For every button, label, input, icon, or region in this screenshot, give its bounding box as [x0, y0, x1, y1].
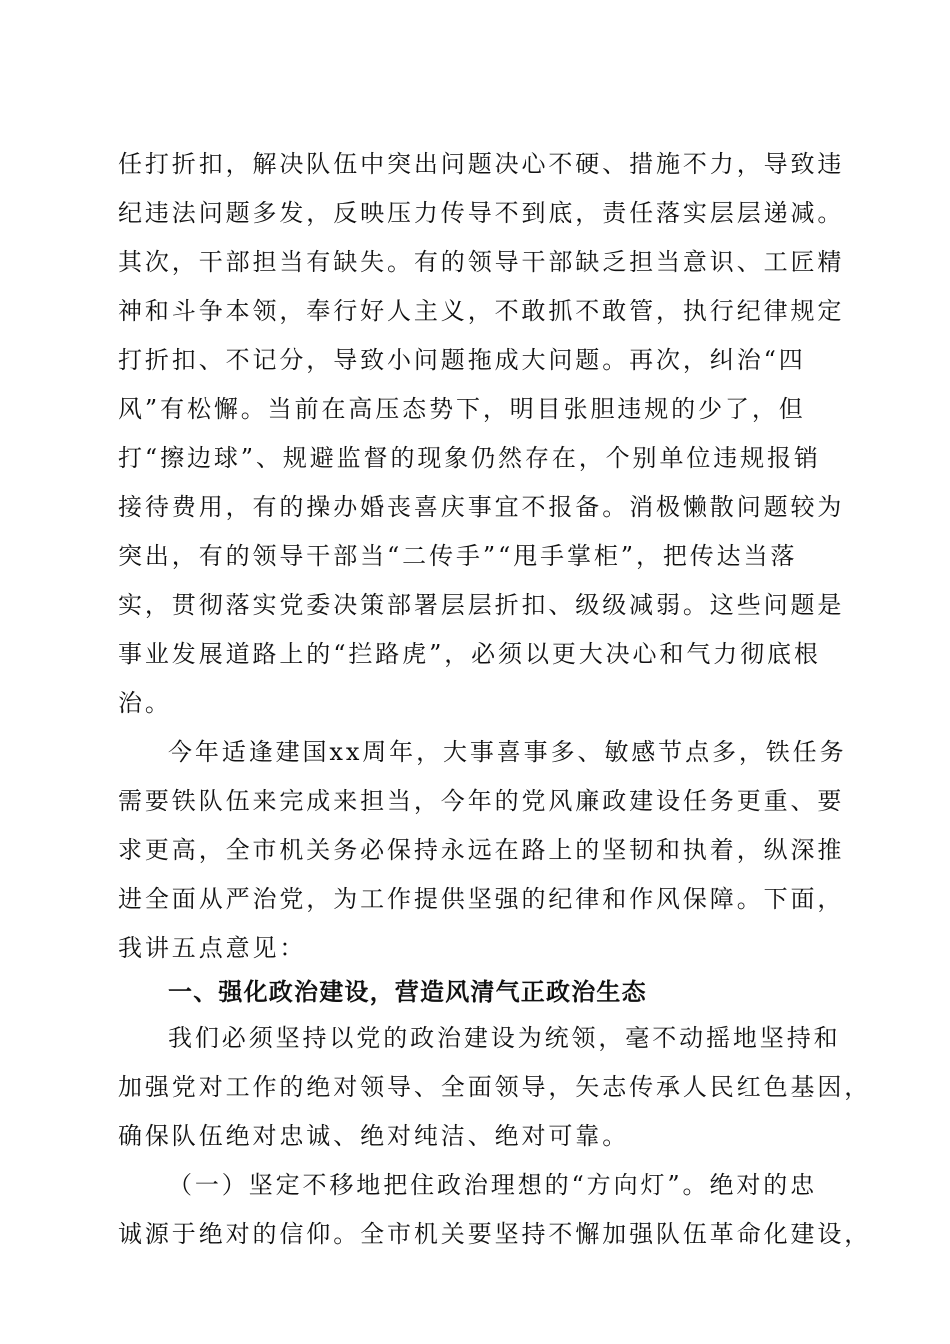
- text-line: 诚源于绝对的信仰。全市机关要坚持不懈加强队伍革命化建设，: [118, 1220, 872, 1248]
- text-line: 进全面从严治党，为工作提供坚强的纪律和作风保障。下面，: [118, 885, 845, 913]
- paragraph-start-line: 我们必须坚持以党的政治建设为统领，毫不动摇地坚持和: [168, 1024, 841, 1052]
- text-line: 打折扣、不记分，导致小问题拖成大问题。再次，纠治“四: [118, 346, 806, 374]
- text-line: 风”有松懈。当前在高压态势下，明目张胆违规的少了，但: [118, 395, 806, 423]
- text-line: 突出，有的领导干部当“二传手”“甩手掌柜”，把传达当落: [118, 542, 798, 570]
- text-line: 其次，干部担当有缺失。有的领导干部缺乏担当意识、工匠精: [118, 248, 845, 276]
- text-line: 确保队伍绝对忠诚、绝对纯洁、绝对可靠。: [118, 1122, 630, 1150]
- text-line: 接待费用，有的操办婚丧喜庆事宜不报备。消极懒散问题较为: [118, 493, 845, 521]
- text-line: 求更高，全市机关务必保持永远在路上的坚韧和执着，纵深推: [118, 836, 845, 864]
- subsection-start-line: （一）坚定不移地把住政治理想的“方向灯”。绝对的忠: [168, 1171, 818, 1199]
- text-line: 神和斗争本领，奉行好人主义，不敢抓不敢管，执行纪律规定: [118, 297, 845, 325]
- text-line: 任打折扣，解决队伍中突出问题决心不硬、措施不力，导致违: [118, 150, 845, 178]
- text-line: 打“擦边球”、规避监督的现象仍然存在，个别单位违规报销: [118, 444, 821, 472]
- paragraph-start-line: 今年适逢建国xx周年，大事喜事多、敏感节点多，铁任务: [168, 738, 847, 766]
- text-line: 我讲五点意见：: [118, 934, 307, 962]
- section-heading: 一、强化政治建设，营造风清气正政治生态: [168, 978, 647, 1006]
- text-line: 需要铁队伍来完成来担当，今年的党风廉政建设任务更重、要: [118, 787, 845, 815]
- text-line: 实，贯彻落实党委决策部署层层折扣、级级减弱。这些问题是: [118, 591, 845, 619]
- text-line: 治。: [118, 689, 172, 717]
- text-line: 纪违法问题多发，反映压力传导不到底，责任落实层层递减。: [118, 199, 845, 227]
- text-line: 事业发展道路上的“拦路虎”，必须以更大决心和气力彻底根: [118, 640, 821, 668]
- text-line: 加强党对工作的绝对领导、全面领导，矢志传承人民红色基因，: [118, 1073, 872, 1101]
